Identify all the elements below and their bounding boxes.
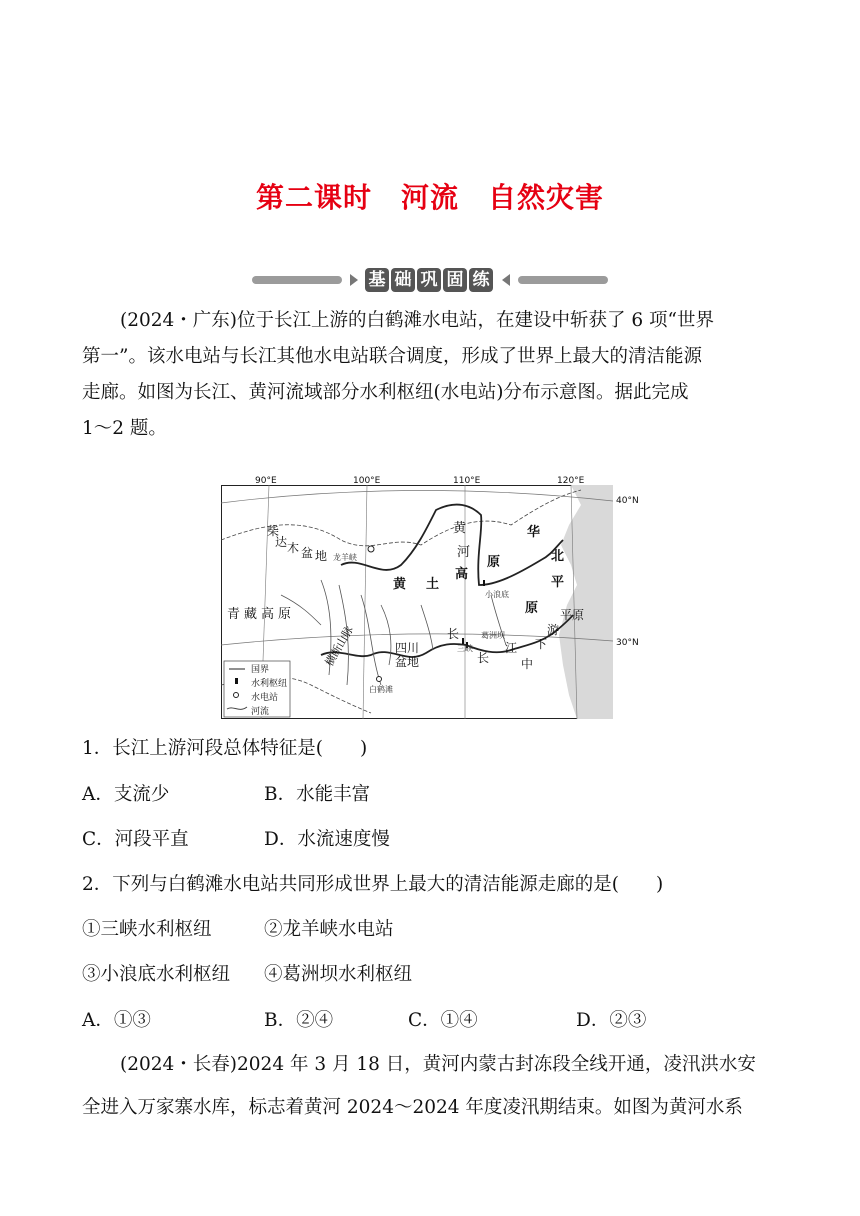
lat-label: 30°N bbox=[616, 638, 639, 648]
section-bar-right bbox=[518, 276, 608, 284]
lon-label: 90°E bbox=[255, 476, 277, 486]
region-label: 江 bbox=[505, 641, 518, 655]
legend-label: 国界 bbox=[251, 665, 270, 675]
region-label: 盆地 bbox=[395, 655, 420, 669]
arrow-left-icon bbox=[502, 274, 510, 286]
region-label: 中 bbox=[521, 657, 534, 671]
region-label: 长 bbox=[477, 651, 490, 665]
region-label: 河 bbox=[457, 545, 471, 560]
section-label bbox=[364, 268, 494, 292]
station-label: 葛洲坝 bbox=[481, 631, 505, 640]
question-stem: 2．下列与白鹤滩水电站共同形成世界上最大的清洁能源走廊的是( ) bbox=[82, 874, 664, 895]
question-item: ①三峡水利枢纽 bbox=[82, 919, 212, 940]
section-header bbox=[252, 268, 608, 292]
lon-label: 110°E bbox=[453, 476, 481, 486]
paragraph-line: 1～2 题。 bbox=[82, 418, 167, 439]
region-label: 北 bbox=[551, 549, 565, 564]
option-d: D．水流速度慢 bbox=[264, 829, 390, 850]
option-c: C．①④ bbox=[408, 1010, 478, 1031]
region-label: 高 bbox=[455, 567, 469, 582]
region-label: 黄 bbox=[393, 577, 407, 592]
station-label: 龙羊峡 bbox=[333, 553, 357, 562]
region-label: 长 bbox=[447, 627, 460, 641]
section-char: 练 bbox=[469, 268, 493, 292]
region-label: 青藏高原 bbox=[227, 607, 296, 622]
region-label: 四川 bbox=[395, 641, 420, 655]
river-map-figure bbox=[221, 476, 639, 719]
station-label: 小浪底 bbox=[485, 590, 509, 599]
paragraph-line: 走廊。如图为长江、黄河流域部分水利枢纽(水电站)分布示意图。据此完成 bbox=[82, 382, 689, 403]
section-char: 础 bbox=[391, 268, 415, 292]
paragraph-line: 第一”。该水电站与长江其他水电站联合调度，形成了世界上最大的清洁能源 bbox=[82, 346, 702, 367]
lat-label: 40°N bbox=[616, 496, 639, 506]
region-label: 柴 bbox=[267, 524, 280, 538]
region-label: 平原 bbox=[560, 608, 585, 622]
section-bar-left bbox=[252, 276, 342, 284]
region-label: 平 bbox=[551, 575, 565, 590]
question-item: ③小浪底水利枢纽 bbox=[82, 964, 231, 985]
region-label: 横断山脉 bbox=[322, 623, 356, 669]
page-title: 第二课时 河流 自然灾害 bbox=[255, 181, 604, 214]
region-label: 游 bbox=[547, 623, 560, 637]
question-item: ④葛洲坝水利枢纽 bbox=[264, 964, 413, 985]
arrow-right-icon bbox=[350, 274, 358, 286]
region-label: 下 bbox=[535, 637, 548, 651]
region-label: 黄 bbox=[453, 521, 467, 536]
option-b: B．②④ bbox=[264, 1010, 334, 1031]
station-label: 三峡 bbox=[457, 644, 473, 653]
region-label: 土 bbox=[426, 577, 440, 592]
region-label: 原 bbox=[525, 601, 539, 616]
option-d: D．②③ bbox=[576, 1010, 647, 1031]
paragraph-line: (2024・长春)2024 年 3 月 18 日，黄河内蒙古封冻段全线开通，凌汛洪水安 bbox=[120, 1054, 756, 1075]
section-char: 基 bbox=[365, 268, 389, 292]
option-c: C．河段平直 bbox=[82, 829, 189, 850]
region-label: 盆 bbox=[301, 546, 314, 560]
station-label: 白鹤滩 bbox=[369, 685, 393, 694]
region-label: 原 bbox=[487, 555, 501, 570]
paragraph-line: (2024・广东)位于长江上游的白鹤滩水电站，在建设中斩获了 6 项“世界 bbox=[120, 310, 715, 331]
legend-label: 河流 bbox=[251, 707, 270, 717]
region-label: 华 bbox=[527, 525, 541, 540]
section-char: 巩 bbox=[417, 268, 441, 292]
legend-label: 水利枢纽 bbox=[251, 679, 288, 689]
option-b: B．水能丰富 bbox=[264, 784, 371, 805]
question-item: ②龙羊峡水电站 bbox=[264, 919, 394, 940]
option-a: A．①③ bbox=[82, 1010, 151, 1031]
region-label: 木 bbox=[287, 541, 300, 555]
option-a: A．支流少 bbox=[82, 784, 170, 805]
legend-label: 水电站 bbox=[251, 693, 279, 703]
region-label: 达 bbox=[275, 535, 288, 549]
question-stem: 1．长江上游河段总体特征是( ) bbox=[82, 738, 368, 759]
paragraph-line: 全进入万家寨水库，标志着黄河 2024～2024 年度凌汛期结束。如图为黄河水系 bbox=[82, 1097, 743, 1118]
lon-label: 100°E bbox=[353, 476, 381, 486]
lon-label: 120°E bbox=[557, 476, 585, 486]
section-char: 固 bbox=[443, 268, 467, 292]
region-label: 地 bbox=[315, 549, 328, 563]
